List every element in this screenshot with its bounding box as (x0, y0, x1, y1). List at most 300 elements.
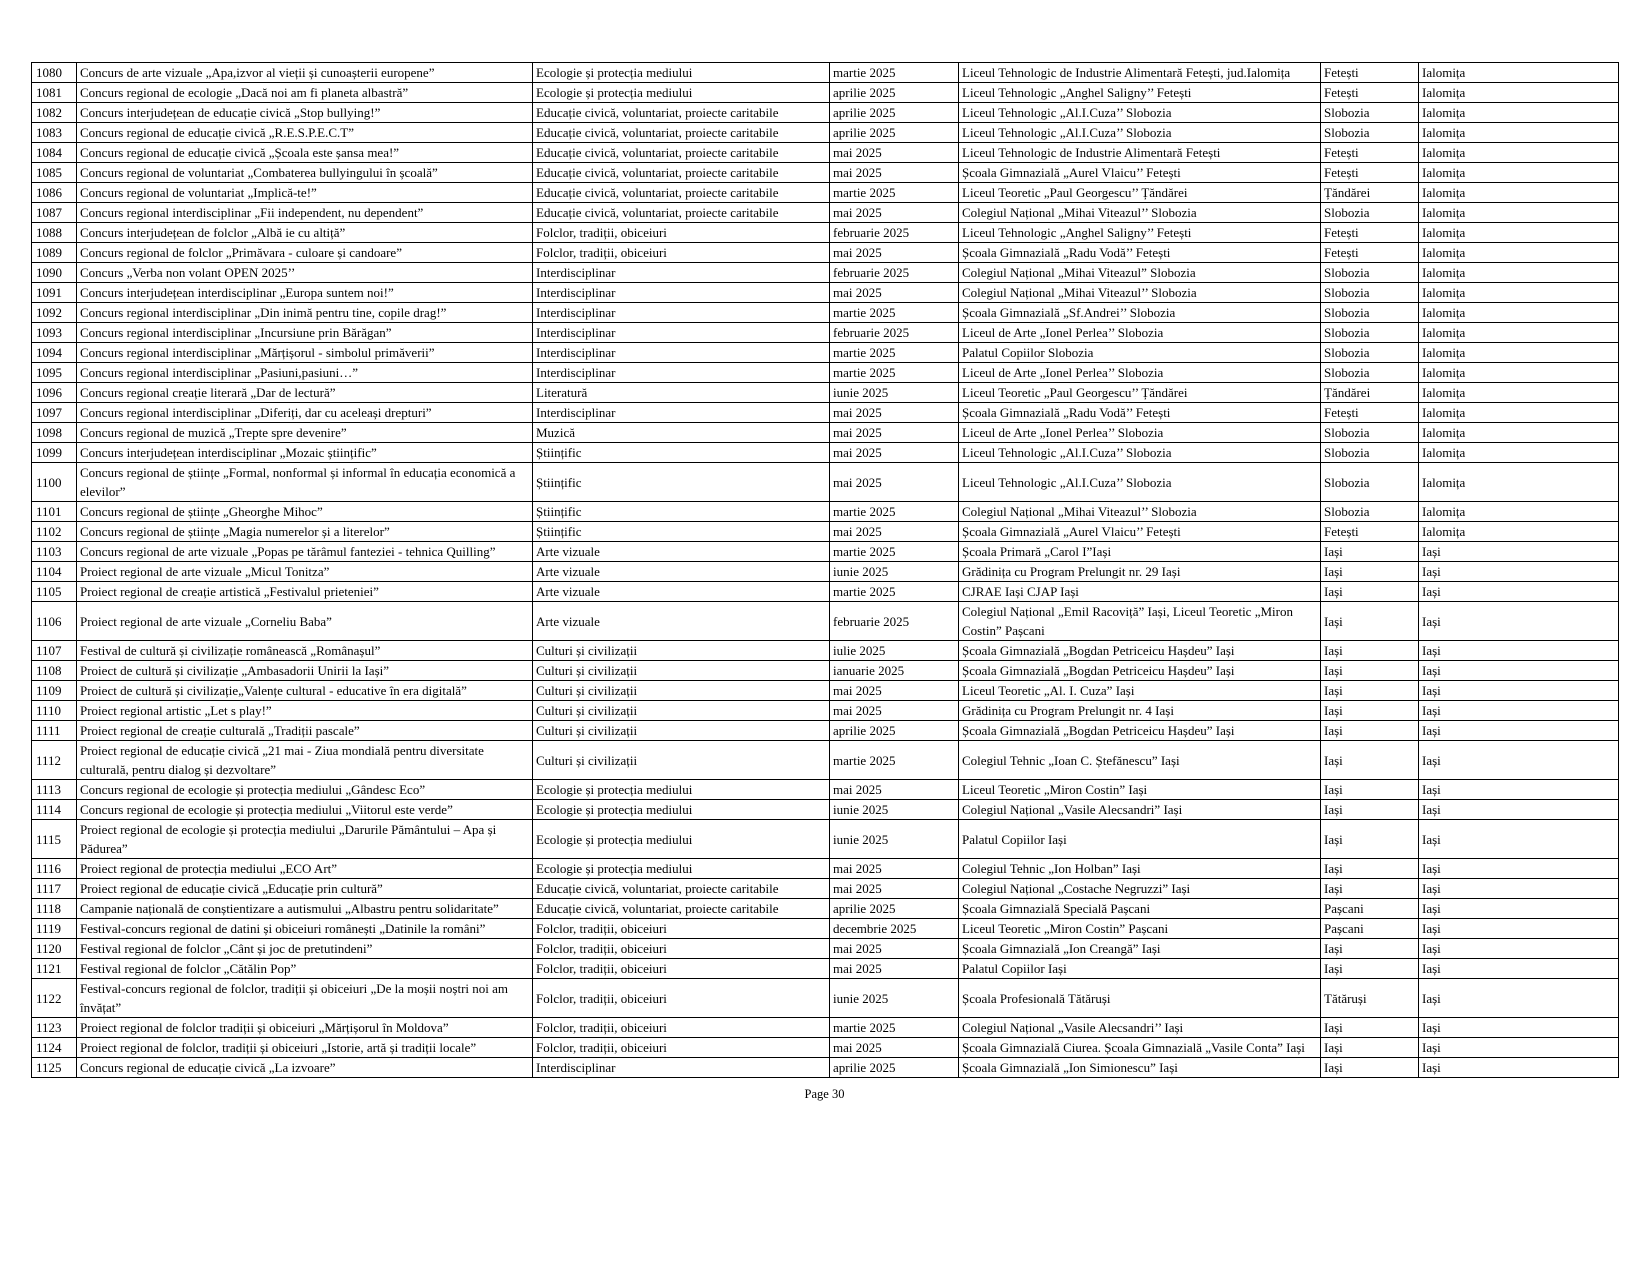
cell-institution: Colegiul Național „Mihai Viteazul” Slobozia (959, 263, 1321, 283)
cell-county: Iași (1419, 542, 1619, 562)
table-row (32, 183, 1619, 203)
table-row (32, 939, 1619, 959)
cell-name: Proiect de cultură și civilizație „Ambasadorii Unirii la Iași” (77, 661, 533, 681)
cell-date: februarie 2025 (830, 263, 959, 283)
cell-category: Literatură (533, 383, 830, 403)
cell-name: Proiect regional de folclor, tradiții și obiceiuri „Istorie, artă și tradiții locale” (77, 1038, 533, 1058)
cell-name: Proiect de cultură și civilizație„Valențe cultural - educative în era digitală” (77, 681, 533, 701)
table-row (32, 899, 1619, 919)
cell-category: Ecologie și protecția mediului (533, 780, 830, 800)
cell-locality: Fetești (1321, 143, 1419, 163)
cell-category: Educație civică, voluntariat, proiecte caritabile (533, 183, 830, 203)
table-row (32, 919, 1619, 939)
cell-date: mai 2025 (830, 143, 959, 163)
table-row (32, 1038, 1619, 1058)
cell-id: 1125 (32, 1058, 77, 1078)
cell-institution: Liceul Teoretic „Paul Georgescu’’ Țăndărei (959, 183, 1321, 203)
cell-name: Festival regional de folclor „Cătălin Pop” (77, 959, 533, 979)
cell-category: Educație civică, voluntariat, proiecte caritabile (533, 163, 830, 183)
cell-category: Interdisciplinar (533, 323, 830, 343)
cell-date: aprilie 2025 (830, 1058, 959, 1078)
cell-county: Ialomița (1419, 263, 1619, 283)
cell-date: martie 2025 (830, 343, 959, 363)
cell-institution: Liceul Tehnologic de Industrie Alimentară Fetești, jud.Ialomița (959, 63, 1321, 83)
cell-locality: Fetești (1321, 63, 1419, 83)
cell-date: mai 2025 (830, 959, 959, 979)
cell-id: 1108 (32, 661, 77, 681)
cell-county: Ialomița (1419, 463, 1619, 502)
cell-locality: Iași (1321, 582, 1419, 602)
cell-county: Iași (1419, 899, 1619, 919)
cell-category: Folclor, tradiții, obiceiuri (533, 939, 830, 959)
cell-county: Ialomița (1419, 63, 1619, 83)
table-row (32, 502, 1619, 522)
table-row (32, 363, 1619, 383)
cell-institution: Colegiul Național „Vasile Alecsandri” Iași (959, 800, 1321, 820)
cell-date: martie 2025 (830, 502, 959, 522)
cell-locality: Fetești (1321, 223, 1419, 243)
cell-name: Concurs regional de voluntariat „Implică-te!” (77, 183, 533, 203)
cell-id: 1086 (32, 183, 77, 203)
cell-category: Muzică (533, 423, 830, 443)
cell-name: Concurs regional de științe „Gheorghe Mihoc” (77, 502, 533, 522)
cell-category: Educație civică, voluntariat, proiecte caritabile (533, 879, 830, 899)
cell-institution: Colegiul Tehnic „Ioan C. Ștefănescu” Iași (959, 741, 1321, 780)
cell-county: Ialomița (1419, 403, 1619, 423)
cell-date: mai 2025 (830, 1038, 959, 1058)
cell-institution: Liceul Tehnologic „Anghel Saligny’’ Fetești (959, 83, 1321, 103)
cell-id: 1102 (32, 522, 77, 542)
cell-institution: Colegiul Național „Mihai Viteazul’’ Slobozia (959, 502, 1321, 522)
table-row (32, 879, 1619, 899)
cell-date: mai 2025 (830, 879, 959, 899)
cell-id: 1123 (32, 1018, 77, 1038)
cell-date: aprilie 2025 (830, 721, 959, 741)
cell-category: Interdisciplinar (533, 283, 830, 303)
page-number: Page 30 (804, 1087, 845, 1101)
cell-id: 1120 (32, 939, 77, 959)
cell-locality: Fetești (1321, 163, 1419, 183)
cell-institution: Școala Gimnazială „Bogdan Petriceicu Hașdeu” Iași (959, 661, 1321, 681)
cell-county: Iași (1419, 939, 1619, 959)
cell-id: 1085 (32, 163, 77, 183)
cell-name: Concurs regional de ecologie „Dacă noi am fi planeta albastră” (77, 83, 533, 103)
cell-county: Iași (1419, 741, 1619, 780)
cell-category: Interdisciplinar (533, 403, 830, 423)
cell-county: Ialomița (1419, 83, 1619, 103)
cell-locality: Slobozia (1321, 502, 1419, 522)
cell-locality: Slobozia (1321, 283, 1419, 303)
table-row (32, 163, 1619, 183)
cell-category: Ecologie și protecția mediului (533, 859, 830, 879)
cell-category: Educație civică, voluntariat, proiecte caritabile (533, 103, 830, 123)
cell-locality: Slobozia (1321, 323, 1419, 343)
cell-date: februarie 2025 (830, 323, 959, 343)
cell-category: Științific (533, 463, 830, 502)
cell-county: Iași (1419, 959, 1619, 979)
cell-institution: Școala Gimnazială „Bogdan Petriceicu Hașdeu” Iași (959, 641, 1321, 661)
table-row (32, 780, 1619, 800)
cell-category: Științific (533, 502, 830, 522)
cell-locality: Slobozia (1321, 123, 1419, 143)
cell-locality: Iași (1321, 1038, 1419, 1058)
cell-locality: Fetești (1321, 522, 1419, 542)
cell-institution: Liceul de Arte „Ionel Perlea’’ Slobozia (959, 323, 1321, 343)
cell-name: Concurs regional de ecologie și protecția mediului „Gândesc Eco” (77, 780, 533, 800)
cell-id: 1098 (32, 423, 77, 443)
cell-date: iunie 2025 (830, 800, 959, 820)
cell-locality: Iași (1321, 959, 1419, 979)
cell-county: Ialomița (1419, 143, 1619, 163)
table-row (32, 741, 1619, 780)
cell-locality: Iași (1321, 741, 1419, 780)
cell-id: 1083 (32, 123, 77, 143)
cell-category: Folclor, tradiții, obiceiuri (533, 1018, 830, 1038)
table-row (32, 323, 1619, 343)
table-row (32, 103, 1619, 123)
cell-id: 1095 (32, 363, 77, 383)
cell-date: mai 2025 (830, 780, 959, 800)
cell-locality: Iași (1321, 701, 1419, 721)
cell-date: martie 2025 (830, 1018, 959, 1038)
cell-locality: Tătăruși (1321, 979, 1419, 1018)
cell-id: 1122 (32, 979, 77, 1018)
cell-institution: Școala Gimnazială „Bogdan Petriceicu Hașdeu” Iași (959, 721, 1321, 741)
table-row (32, 283, 1619, 303)
cell-county: Ialomița (1419, 383, 1619, 403)
cell-county: Iași (1419, 721, 1619, 741)
table-row (32, 701, 1619, 721)
cell-county: Ialomița (1419, 522, 1619, 542)
cell-institution: Colegiul Național „Mihai Viteazul’’ Slobozia (959, 203, 1321, 223)
cell-county: Iași (1419, 681, 1619, 701)
cell-date: martie 2025 (830, 363, 959, 383)
table-row (32, 1018, 1619, 1038)
table-row (32, 123, 1619, 143)
cell-id: 1105 (32, 582, 77, 602)
cell-county: Ialomița (1419, 123, 1619, 143)
cell-id: 1110 (32, 701, 77, 721)
cell-date: martie 2025 (830, 741, 959, 780)
cell-date: februarie 2025 (830, 602, 959, 641)
cell-id: 1084 (32, 143, 77, 163)
cell-name: Concurs regional de muzică „Trepte spre devenire” (77, 423, 533, 443)
cell-id: 1090 (32, 263, 77, 283)
cell-id: 1081 (32, 83, 77, 103)
cell-county: Iași (1419, 979, 1619, 1018)
cell-category: Educație civică, voluntariat, proiecte caritabile (533, 203, 830, 223)
cell-locality: Iași (1321, 721, 1419, 741)
cell-category: Științific (533, 522, 830, 542)
cell-id: 1118 (32, 899, 77, 919)
cell-date: mai 2025 (830, 163, 959, 183)
cell-locality: Iași (1321, 800, 1419, 820)
cell-date: mai 2025 (830, 203, 959, 223)
cell-locality: Slobozia (1321, 363, 1419, 383)
cell-id: 1091 (32, 283, 77, 303)
cell-county: Iași (1419, 1038, 1619, 1058)
cell-name: Proiect regional de arte vizuale „Micul Tonitza” (77, 562, 533, 582)
table-row (32, 681, 1619, 701)
cell-category: Arte vizuale (533, 542, 830, 562)
cell-locality: Iași (1321, 1058, 1419, 1078)
cell-institution: Grădinița cu Program Prelungit nr. 29 Iași (959, 562, 1321, 582)
cell-id: 1087 (32, 203, 77, 223)
cell-institution: Liceul Tehnologic „Al.I.Cuza’’ Slobozia (959, 443, 1321, 463)
cell-locality: Iași (1321, 780, 1419, 800)
cell-id: 1104 (32, 562, 77, 582)
cell-id: 1092 (32, 303, 77, 323)
cell-county: Ialomița (1419, 283, 1619, 303)
cell-institution: Liceul Teoretic „Miron Costin” Pașcani (959, 919, 1321, 939)
cell-locality: Iași (1321, 859, 1419, 879)
cell-name: Concurs regional de educație civică „R.E.S.P.E.C.T” (77, 123, 533, 143)
cell-category: Interdisciplinar (533, 363, 830, 383)
cell-name: Concurs interjudețean interdisciplinar „Europa suntem noi!” (77, 283, 533, 303)
table-row (32, 243, 1619, 263)
cell-locality: Țăndărei (1321, 383, 1419, 403)
table-row (32, 443, 1619, 463)
cell-locality: Iași (1321, 661, 1419, 681)
cell-category: Culturi și civilizații (533, 721, 830, 741)
cell-name: Concurs regional de educație civică „Școala este șansa mea!” (77, 143, 533, 163)
cell-institution: Școala Gimnazială „Ion Creangă” Iași (959, 939, 1321, 959)
contests-table-body (32, 63, 1619, 1078)
cell-id: 1114 (32, 800, 77, 820)
cell-id: 1088 (32, 223, 77, 243)
cell-date: ianuarie 2025 (830, 661, 959, 681)
cell-id: 1097 (32, 403, 77, 423)
cell-institution: Liceul Teoretic „Paul Georgescu’’ Țăndărei (959, 383, 1321, 403)
cell-id: 1111 (32, 721, 77, 741)
cell-id: 1121 (32, 959, 77, 979)
cell-county: Iași (1419, 582, 1619, 602)
cell-name: Concurs regional interdisciplinar „Diferiți, dar cu aceleași drepturi” (77, 403, 533, 423)
cell-county: Ialomița (1419, 323, 1619, 343)
cell-locality: Slobozia (1321, 443, 1419, 463)
table-row (32, 820, 1619, 859)
cell-name: Concurs interjudețean de educație civică „Stop bullying!” (77, 103, 533, 123)
cell-institution: Școala Gimnazială „Radu Vodă’’ Fetești (959, 243, 1321, 263)
cell-county: Iași (1419, 859, 1619, 879)
cell-locality: Pașcani (1321, 899, 1419, 919)
cell-id: 1115 (32, 820, 77, 859)
cell-date: mai 2025 (830, 939, 959, 959)
cell-name: Festival-concurs regional de datini și obiceiuri românești „Datinile la români” (77, 919, 533, 939)
cell-institution: Palatul Copiilor Iași (959, 959, 1321, 979)
table-row (32, 661, 1619, 681)
cell-institution: Colegiul Național „Costache Negruzzi” Iași (959, 879, 1321, 899)
cell-date: februarie 2025 (830, 223, 959, 243)
cell-institution: Școala Primară „Carol I”Iași (959, 542, 1321, 562)
cell-id: 1119 (32, 919, 77, 939)
cell-county: Iași (1419, 701, 1619, 721)
cell-county: Iași (1419, 879, 1619, 899)
cell-county: Ialomița (1419, 103, 1619, 123)
cell-name: Concurs interjudețean de folclor „Albă ie cu altiță” (77, 223, 533, 243)
cell-county: Ialomița (1419, 443, 1619, 463)
cell-institution: Liceul Teoretic „Al. I. Cuza” Iași (959, 681, 1321, 701)
table-row (32, 721, 1619, 741)
cell-institution: Liceul Tehnologic „Al.I.Cuza’’ Slobozia (959, 123, 1321, 143)
cell-category: Arte vizuale (533, 562, 830, 582)
cell-locality: Slobozia (1321, 463, 1419, 502)
table-row (32, 979, 1619, 1018)
cell-locality: Iași (1321, 562, 1419, 582)
cell-county: Iași (1419, 1018, 1619, 1038)
cell-county: Iași (1419, 562, 1619, 582)
cell-date: mai 2025 (830, 283, 959, 303)
cell-institution: Școala Gimnazială „Sf.Andrei’’ Slobozia (959, 303, 1321, 323)
table-row (32, 143, 1619, 163)
cell-category: Culturi și civilizații (533, 701, 830, 721)
cell-county: Ialomița (1419, 203, 1619, 223)
cell-institution: Palatul Copiilor Iași (959, 820, 1321, 859)
table-row (32, 63, 1619, 83)
cell-locality: Fetești (1321, 403, 1419, 423)
cell-name: Concurs regional creație literară „Dar de lectură” (77, 383, 533, 403)
cell-locality: Fetești (1321, 243, 1419, 263)
cell-institution: Liceul Tehnologic „Al.I.Cuza’’ Slobozia (959, 103, 1321, 123)
cell-name: Concurs regional de arte vizuale „Popas pe tărâmul fanteziei - tehnica Quilling” (77, 542, 533, 562)
cell-name: Campanie națională de conștientizare a autismului „Albastru pentru solidaritate” (77, 899, 533, 919)
cell-county: Iași (1419, 1058, 1619, 1078)
cell-date: martie 2025 (830, 542, 959, 562)
cell-locality: Slobozia (1321, 263, 1419, 283)
cell-county: Iași (1419, 820, 1619, 859)
cell-id: 1117 (32, 879, 77, 899)
cell-date: iunie 2025 (830, 562, 959, 582)
cell-name: Proiect regional de ecologie și protecția mediului „Darurile Pământului – Apa și Pădurea” (77, 820, 533, 859)
cell-date: martie 2025 (830, 303, 959, 323)
cell-institution: Palatul Copiilor Slobozia (959, 343, 1321, 363)
cell-name: Proiect regional de educație civică „Educație prin cultură” (77, 879, 533, 899)
cell-category: Ecologie și protecția mediului (533, 800, 830, 820)
cell-category: Interdisciplinar (533, 263, 830, 283)
cell-name: Festival regional de folclor „Cânt și joc de pretutindeni” (77, 939, 533, 959)
cell-locality: Iași (1321, 641, 1419, 661)
cell-institution: Liceul de Arte „Ionel Perlea’’ Slobozia (959, 423, 1321, 443)
cell-institution: Grădinița cu Program Prelungit nr. 4 Iași (959, 701, 1321, 721)
cell-date: aprilie 2025 (830, 123, 959, 143)
cell-name: Concurs regional interdisciplinar „Fii independent, nu dependent” (77, 203, 533, 223)
cell-date: martie 2025 (830, 183, 959, 203)
cell-id: 1103 (32, 542, 77, 562)
cell-id: 1096 (32, 383, 77, 403)
cell-name: Proiect regional de educație civică „21 mai - Ziua mondială pentru diversitate culturală, pentru dialog și dezvoltare” (77, 741, 533, 780)
cell-id: 1099 (32, 443, 77, 463)
table-row (32, 303, 1619, 323)
table-row (32, 641, 1619, 661)
table-row (32, 383, 1619, 403)
cell-category: Interdisciplinar (533, 303, 830, 323)
table-row (32, 343, 1619, 363)
table-row (32, 463, 1619, 502)
table-row (32, 562, 1619, 582)
cell-date: aprilie 2025 (830, 83, 959, 103)
cell-id: 1113 (32, 780, 77, 800)
table-row (32, 522, 1619, 542)
cell-category: Folclor, tradiții, obiceiuri (533, 979, 830, 1018)
cell-date: mai 2025 (830, 681, 959, 701)
cell-institution: Liceul Tehnologic „Al.I.Cuza’’ Slobozia (959, 463, 1321, 502)
table-row (32, 1058, 1619, 1078)
cell-category: Folclor, tradiții, obiceiuri (533, 243, 830, 263)
cell-name: Concurs regional de educație civică „La izvoare” (77, 1058, 533, 1078)
cell-id: 1112 (32, 741, 77, 780)
cell-county: Ialomița (1419, 502, 1619, 522)
cell-institution: Colegiul Național „Vasile Alecsandri’’ Iași (959, 1018, 1321, 1038)
table-row (32, 602, 1619, 641)
cell-locality: Iași (1321, 602, 1419, 641)
cell-name: Concurs regional interdisciplinar „Incursiune prin Bărăgan” (77, 323, 533, 343)
cell-category: Educație civică, voluntariat, proiecte caritabile (533, 123, 830, 143)
cell-name: Concurs de arte vizuale „Apa,izvor al vieții și cunoașterii europene” (77, 63, 533, 83)
cell-county: Ialomița (1419, 303, 1619, 323)
cell-date: mai 2025 (830, 423, 959, 443)
cell-date: decembrie 2025 (830, 919, 959, 939)
cell-date: mai 2025 (830, 859, 959, 879)
cell-category: Folclor, tradiții, obiceiuri (533, 959, 830, 979)
cell-locality: Slobozia (1321, 303, 1419, 323)
cell-institution: Colegiul Tehnic „Ion Holban” Iași (959, 859, 1321, 879)
cell-date: mai 2025 (830, 243, 959, 263)
cell-category: Interdisciplinar (533, 1058, 830, 1078)
cell-county: Iași (1419, 800, 1619, 820)
table-row (32, 582, 1619, 602)
cell-category: Educație civică, voluntariat, proiecte caritabile (533, 899, 830, 919)
cell-county: Iași (1419, 602, 1619, 641)
table-row (32, 203, 1619, 223)
cell-locality: Iași (1321, 879, 1419, 899)
cell-locality: Pașcani (1321, 919, 1419, 939)
cell-category: Folclor, tradiții, obiceiuri (533, 919, 830, 939)
cell-category: Științific (533, 443, 830, 463)
cell-county: Ialomița (1419, 243, 1619, 263)
cell-name: Concurs regional de științe „Formal, nonformal și informal în educația economică a elevilor” (77, 463, 533, 502)
cell-locality: Țăndărei (1321, 183, 1419, 203)
cell-locality: Iași (1321, 1018, 1419, 1038)
cell-institution: Liceul de Arte „Ionel Perlea’’ Slobozia (959, 363, 1321, 383)
cell-name: Festival de cultură și civilizație românească „Românașul” (77, 641, 533, 661)
cell-institution: CJRAE Iași CJAP Iași (959, 582, 1321, 602)
cell-date: martie 2025 (830, 582, 959, 602)
cell-county: Ialomița (1419, 183, 1619, 203)
cell-id: 1106 (32, 602, 77, 641)
cell-name: Proiect regional de protecția mediului „ECO Art” (77, 859, 533, 879)
cell-id: 1100 (32, 463, 77, 502)
cell-date: iulie 2025 (830, 641, 959, 661)
cell-category: Folclor, tradiții, obiceiuri (533, 223, 830, 243)
table-row (32, 959, 1619, 979)
cell-id: 1089 (32, 243, 77, 263)
cell-date: iunie 2025 (830, 820, 959, 859)
cell-category: Culturi și civilizații (533, 681, 830, 701)
cell-category: Culturi și civilizații (533, 661, 830, 681)
cell-name: Concurs regional interdisciplinar „Pasiuni,pasiuni…” (77, 363, 533, 383)
cell-id: 1116 (32, 859, 77, 879)
cell-locality: Iași (1321, 939, 1419, 959)
cell-date: iunie 2025 (830, 979, 959, 1018)
cell-date: martie 2025 (830, 63, 959, 83)
cell-locality: Slobozia (1321, 103, 1419, 123)
cell-county: Ialomița (1419, 343, 1619, 363)
cell-county: Ialomița (1419, 223, 1619, 243)
cell-county: Iași (1419, 780, 1619, 800)
cell-date: aprilie 2025 (830, 103, 959, 123)
cell-locality: Slobozia (1321, 203, 1419, 223)
cell-county: Iași (1419, 661, 1619, 681)
